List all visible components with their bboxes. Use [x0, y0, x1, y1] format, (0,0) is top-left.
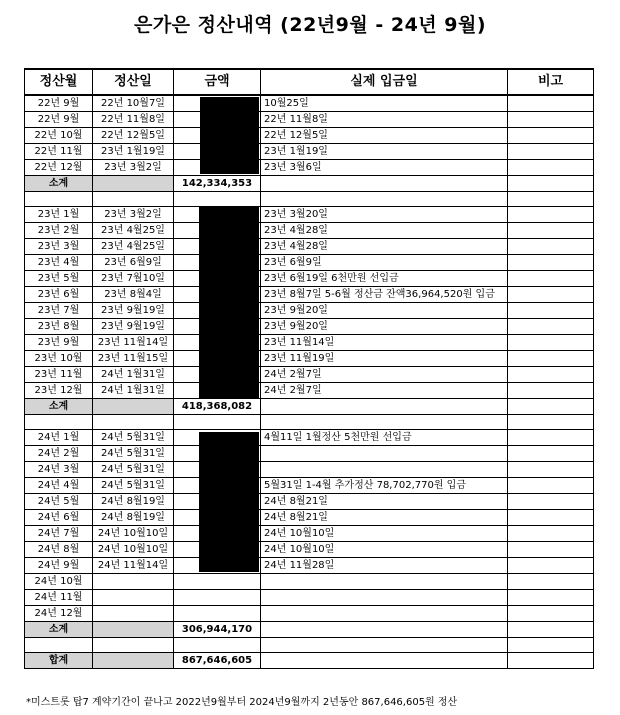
total-row: [25, 653, 594, 669]
deposit-date-cell: 23년 4월28일: [261, 223, 508, 239]
settlement-month-cell: 23년 10월: [25, 351, 93, 367]
table-row: [25, 144, 594, 160]
total-blank: [93, 653, 174, 669]
table-row: [25, 606, 594, 622]
spacer-cell: [508, 192, 594, 207]
deposit-date-cell: 5월31일 1-4월 추가정산 78,702,770원 입금: [261, 478, 508, 494]
spacer-cell: [93, 638, 174, 653]
subtotal-deposit-blank: [261, 176, 508, 192]
settlement-date-cell: [93, 574, 174, 590]
settlement-date-cell: 24년 1월31일: [93, 383, 174, 399]
table-row: [25, 446, 594, 462]
settlement-month-cell: 24년 1월: [25, 430, 93, 446]
subtotal-blank: [93, 176, 174, 192]
settlement-date-cell: 23년 8월4일: [93, 287, 174, 303]
settlement-date-cell: 24년 5월31일: [93, 446, 174, 462]
settlement-date-cell: 23년 11월15일: [93, 351, 174, 367]
subtotal-label: 소계: [25, 176, 93, 192]
remarks-cell: [508, 319, 594, 335]
settlement-date-cell: 23년 1월19일: [93, 144, 174, 160]
remarks-cell: [508, 383, 594, 399]
subtotal-amount: 306,944,170: [174, 622, 261, 638]
spacer-cell: [25, 638, 93, 653]
deposit-date-cell: 22년 11월8일: [261, 112, 508, 128]
settlement-month-cell: 23년 6월: [25, 287, 93, 303]
subtotal-row: [25, 399, 594, 415]
spacer-cell: [508, 638, 594, 653]
settlement-month-cell: 24년 6월: [25, 510, 93, 526]
deposit-date-cell: [261, 606, 508, 622]
settlement-date-cell: 24년 11월14일: [93, 558, 174, 574]
header-deposit-date: 실제 입금일: [261, 69, 508, 95]
settlement-month-cell: 23년 11월: [25, 367, 93, 383]
settlement-month-cell: 23년 12월: [25, 383, 93, 399]
deposit-date-cell: 23년 1월19일: [261, 144, 508, 160]
remarks-cell: [508, 287, 594, 303]
deposit-date-cell: 23년 9월20일: [261, 319, 508, 335]
settlement-month-cell: 23년 8월: [25, 319, 93, 335]
deposit-date-cell: 4월11일 1월정산 5천만원 선입금: [261, 430, 508, 446]
total-label: 합계: [25, 653, 93, 669]
settlement-date-cell: 24년 5월31일: [93, 478, 174, 494]
remarks-cell: [508, 446, 594, 462]
deposit-date-cell: 23년 6월9일: [261, 255, 508, 271]
table-row: [25, 462, 594, 478]
remarks-cell: [508, 128, 594, 144]
settlement-date-cell: 24년 5월31일: [93, 430, 174, 446]
subtotal-amount: 418,368,082: [174, 399, 261, 415]
deposit-date-cell: [261, 574, 508, 590]
settlement-month-cell: 23년 9월: [25, 335, 93, 351]
table-row: [25, 239, 594, 255]
settlement-month-cell: 24년 12월: [25, 606, 93, 622]
deposit-date-cell: 23년 11월19일: [261, 351, 508, 367]
header-month: 정산월: [25, 69, 93, 95]
remarks-cell: [508, 526, 594, 542]
spacer-cell: [25, 415, 93, 430]
table-row: [25, 558, 594, 574]
deposit-date-cell: 23년 3월20일: [261, 207, 508, 223]
subtotal-remarks-blank: [508, 622, 594, 638]
deposit-date-cell: [261, 446, 508, 462]
table-row: [25, 590, 594, 606]
settlement-month-cell: 23년 5월: [25, 271, 93, 287]
table-row: [25, 255, 594, 271]
remarks-cell: [508, 462, 594, 478]
remarks-cell: [508, 207, 594, 223]
settlement-month-cell: 24년 11월: [25, 590, 93, 606]
total-deposit-blank: [261, 653, 508, 669]
settlement-date-cell: 24년 8월19일: [93, 494, 174, 510]
spacer-row: [25, 415, 594, 430]
remarks-cell: [508, 351, 594, 367]
spacer-cell: [261, 415, 508, 430]
subtotal-remarks-blank: [508, 399, 594, 415]
remarks-cell: [508, 574, 594, 590]
settlement-month-cell: 23년 7월: [25, 303, 93, 319]
table-row: [25, 542, 594, 558]
settlement-date-cell: 22년 10월7일: [93, 95, 174, 112]
table-row: [25, 383, 594, 399]
deposit-date-cell: [261, 590, 508, 606]
settlement-month-cell: 23년 2월: [25, 223, 93, 239]
document-title: 은가은 정산내역 (22년9월 - 24년 9월): [133, 14, 487, 36]
remarks-cell: [508, 160, 594, 176]
settlement-month-cell: 22년 9월: [25, 112, 93, 128]
settlement-date-cell: 23년 4월25일: [93, 239, 174, 255]
spacer-row: [25, 192, 594, 207]
table-row: [25, 287, 594, 303]
deposit-date-cell: 22년 12월5일: [261, 128, 508, 144]
deposit-date-cell: 24년 8월21일: [261, 494, 508, 510]
subtotal-row: [25, 622, 594, 638]
settlement-date-cell: 24년 8월19일: [93, 510, 174, 526]
remarks-cell: [508, 558, 594, 574]
settlement-date-cell: 22년 12월5일: [93, 128, 174, 144]
settlement-date-cell: [93, 590, 174, 606]
spacer-cell: [93, 415, 174, 430]
remarks-cell: [508, 542, 594, 558]
remarks-cell: [508, 223, 594, 239]
table-row: [25, 160, 594, 176]
remarks-cell: [508, 606, 594, 622]
settlement-date-cell: [93, 606, 174, 622]
settlement-date-cell: 22년 11월8일: [93, 112, 174, 128]
settlement-date-cell: 23년 4월25일: [93, 223, 174, 239]
deposit-date-cell: [261, 462, 508, 478]
remarks-cell: [508, 590, 594, 606]
settlement-date-cell: 23년 6월9일: [93, 255, 174, 271]
table-row: [25, 351, 594, 367]
settlement-month-cell: 24년 2월: [25, 446, 93, 462]
remarks-cell: [508, 494, 594, 510]
deposit-date-cell: 24년 10월10일: [261, 526, 508, 542]
deposit-date-cell: 24년 10월10일: [261, 542, 508, 558]
table-row: [25, 207, 594, 223]
table-row: [25, 510, 594, 526]
table-row: [25, 303, 594, 319]
settlement-table: [24, 68, 594, 669]
table-row: [25, 335, 594, 351]
subtotal-amount: 142,334,353: [174, 176, 261, 192]
settlement-month-cell: 24년 8월: [25, 542, 93, 558]
settlement-month-cell: 23년 1월: [25, 207, 93, 223]
subtotal-label: 소계: [25, 622, 93, 638]
header-date: 정산일: [93, 69, 174, 95]
amount-cell: [174, 606, 261, 622]
header-row: [25, 69, 594, 95]
table-row: [25, 271, 594, 287]
remarks-cell: [508, 303, 594, 319]
settlement-date-cell: 24년 10월10일: [93, 526, 174, 542]
remarks-cell: [508, 144, 594, 160]
header-amount: 금액: [174, 69, 261, 95]
remarks-cell: [508, 478, 594, 494]
table-row: [25, 494, 594, 510]
remarks-cell: [508, 112, 594, 128]
settlement-month-cell: 24년 9월: [25, 558, 93, 574]
spacer-cell: [174, 638, 261, 653]
redaction-block: [200, 97, 259, 174]
amount-cell: [174, 574, 261, 590]
settlement-month-cell: 22년 12월: [25, 160, 93, 176]
remarks-cell: [508, 510, 594, 526]
settlement-date-cell: 24년 10월10일: [93, 542, 174, 558]
settlement-month-cell: 24년 7월: [25, 526, 93, 542]
remarks-cell: [508, 95, 594, 112]
remarks-cell: [508, 335, 594, 351]
settlement-month-cell: 22년 11월: [25, 144, 93, 160]
deposit-date-cell: 10월25일: [261, 95, 508, 112]
table-row: [25, 526, 594, 542]
spacer-cell: [261, 192, 508, 207]
remarks-cell: [508, 367, 594, 383]
subtotal-blank: [93, 399, 174, 415]
redaction-block: [199, 432, 259, 572]
subtotal-deposit-blank: [261, 399, 508, 415]
settlement-month-cell: 24년 10월: [25, 574, 93, 590]
subtotal-blank: [93, 622, 174, 638]
spacer-cell: [261, 638, 508, 653]
header-remarks: 비고: [508, 69, 594, 95]
spacer-cell: [174, 415, 261, 430]
settlement-month-cell: 23년 3월: [25, 239, 93, 255]
settlement-month-cell: 24년 3월: [25, 462, 93, 478]
subtotal-label: 소계: [25, 399, 93, 415]
spacer-row: [25, 638, 594, 653]
deposit-date-cell: 24년 2월7일: [261, 367, 508, 383]
deposit-date-cell: 24년 8월21일: [261, 510, 508, 526]
deposit-date-cell: 23년 11월14일: [261, 335, 508, 351]
deposit-date-cell: 24년 2월7일: [261, 383, 508, 399]
settlement-month-cell: 22년 10월: [25, 128, 93, 144]
table-row: [25, 95, 594, 112]
table-row: [25, 319, 594, 335]
settlement-date-cell: 23년 3월2일: [93, 207, 174, 223]
total-remarks-blank: [508, 653, 594, 669]
settlement-month-cell: 22년 9월: [25, 95, 93, 112]
subtotal-deposit-blank: [261, 622, 508, 638]
table-row: [25, 128, 594, 144]
spacer-cell: [25, 192, 93, 207]
table-row: [25, 430, 594, 446]
settlement-date-cell: 23년 3월2일: [93, 160, 174, 176]
subtotal-row: [25, 176, 594, 192]
subtotal-remarks-blank: [508, 176, 594, 192]
remarks-cell: [508, 255, 594, 271]
settlement-date-cell: 23년 11월14일: [93, 335, 174, 351]
deposit-date-cell: 23년 4월28일: [261, 239, 508, 255]
total-amount: 867,646,605: [174, 653, 261, 669]
settlement-month-cell: 24년 4월: [25, 478, 93, 494]
settlement-date-cell: 23년 7월10일: [93, 271, 174, 287]
settlement-month-cell: 24년 5월: [25, 494, 93, 510]
deposit-date-cell: 23년 9월20일: [261, 303, 508, 319]
amount-cell: [174, 590, 261, 606]
table-row: [25, 574, 594, 590]
settlement-date-cell: 23년 9월19일: [93, 319, 174, 335]
settlement-date-cell: 23년 9월19일: [93, 303, 174, 319]
settlement-date-cell: 24년 5월31일: [93, 462, 174, 478]
spacer-cell: [508, 415, 594, 430]
settlement-date-cell: 24년 1월31일: [93, 367, 174, 383]
remarks-cell: [508, 271, 594, 287]
deposit-date-cell: 23년 3월6일: [261, 160, 508, 176]
table-body: [25, 95, 594, 669]
table-row: [25, 478, 594, 494]
footnote: *미스트롯 탑7 계약기간이 끝나고 2022년9월부터 2024년9월까지 2년동안 867,646,605원 정산: [26, 697, 458, 708]
redaction-block: [199, 207, 259, 399]
deposit-date-cell: 23년 6월19일 6천만원 선입금: [261, 271, 508, 287]
spacer-cell: [174, 192, 261, 207]
table-row: [25, 367, 594, 383]
deposit-date-cell: 23년 8월7일 5-6월 정산금 잔액36,964,520원 입금: [261, 287, 508, 303]
deposit-date-cell: 24년 11월28일: [261, 558, 508, 574]
remarks-cell: [508, 430, 594, 446]
remarks-cell: [508, 239, 594, 255]
table-row: [25, 112, 594, 128]
spacer-cell: [93, 192, 174, 207]
settlement-month-cell: 23년 4월: [25, 255, 93, 271]
table-row: [25, 223, 594, 239]
